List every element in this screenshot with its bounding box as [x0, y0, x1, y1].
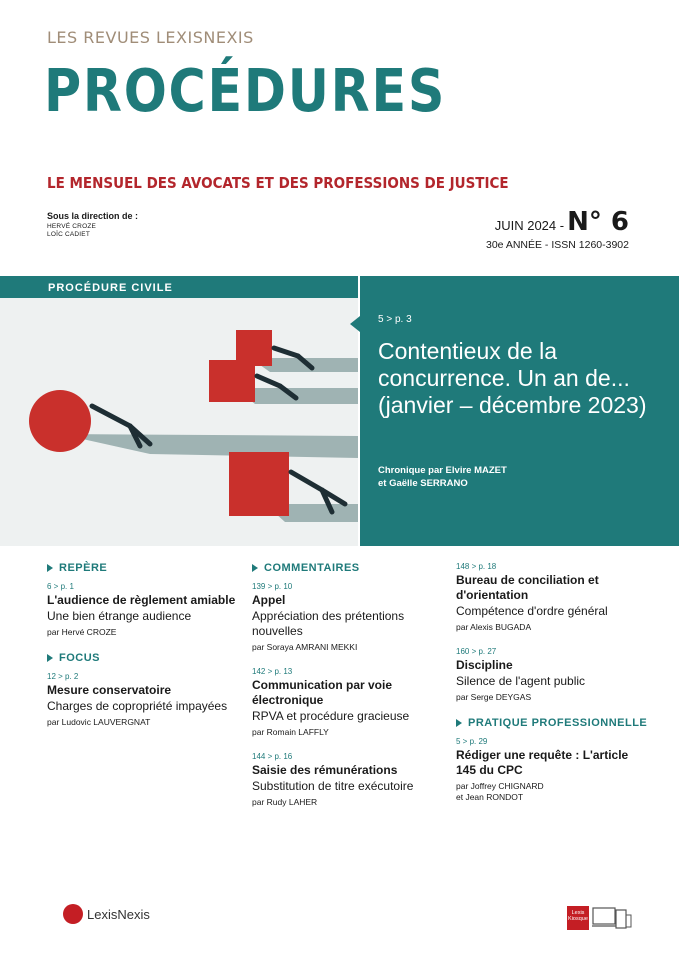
section-heading-commentaires: COMMENTAIRES [252, 562, 447, 574]
red-cube [229, 452, 289, 516]
banner-notch [350, 316, 360, 332]
entry-reference: 148 > p. 18 [456, 562, 497, 571]
director-name: HERVÉ CROZE [47, 223, 97, 230]
entry-author: par Ludovic LAUVERGNAT [47, 717, 151, 727]
journal-subtitle: LE MENSUEL DES AVOCATS ET DES PROFESSIONS DE JUSTICE [47, 174, 509, 192]
triangle-icon [47, 654, 53, 662]
entry-subtitle: Une bien étrange audience [47, 609, 192, 623]
issue-date: JUIN 2024 - [494, 218, 565, 233]
entry-title: Saisie des rémunérations [252, 763, 398, 777]
feature-author [378, 464, 507, 490]
column-left [47, 562, 242, 742]
entry-reference: 12 > p. 2 [47, 672, 79, 681]
issue-info [486, 207, 629, 251]
toc-entry [456, 562, 651, 633]
toc-entry [456, 737, 651, 803]
lexisnexis-logo [63, 904, 150, 924]
triangle-icon [47, 564, 53, 572]
devices-icon [592, 906, 632, 930]
entry-title: Bureau de conciliation et d'orientation [456, 573, 599, 602]
year-issn: 30e ANNÉE - ISSN 1260-3902 [485, 239, 629, 251]
entry-title: Communication par voie électronique [252, 678, 393, 707]
entry-title: L'audience de règlement amiable [47, 593, 236, 607]
banner-illustration [0, 276, 358, 546]
entry-reference: 6 > p. 1 [47, 582, 74, 591]
entry-subtitle: Appréciation des prétentions nouvelles [252, 609, 405, 638]
entry-subtitle: Silence de l'agent public [456, 674, 586, 688]
director-name: LOÏC CADIET [47, 231, 91, 238]
entry-subtitle: RPVA et procédure gracieuse [252, 709, 410, 723]
entry-reference: 139 > p. 10 [252, 582, 293, 591]
series-name: LES REVUES LEXISNEXIS [47, 28, 254, 47]
entry-subtitle: Compétence d'ordre général [456, 604, 608, 618]
toc-entry [252, 752, 447, 808]
logo-text: LexisNexis [87, 906, 150, 922]
entry-reference: 5 > p. 29 [456, 737, 488, 746]
section-heading-repere: REPÈRE [47, 562, 242, 574]
article-reference: 5 > p. 3 [378, 314, 412, 325]
category-tag: PROCÉDURE CIVILE [0, 276, 358, 298]
illustration-svg [0, 276, 358, 546]
red-sphere [29, 390, 91, 452]
entry-subtitle: Substitution de titre exécutoire [252, 779, 414, 793]
toc-entry [47, 582, 242, 638]
entry-author: par Rudy LAHER [252, 797, 318, 807]
column-right [456, 562, 651, 817]
toc-entry [456, 647, 651, 703]
entry-title: Mesure conservatoire [47, 683, 172, 697]
logo-icon [63, 904, 83, 924]
toc-entry [47, 672, 242, 728]
entry-author: par Hervé CROZE [47, 627, 117, 637]
author-line: Chronique par Elvire MAZET [378, 465, 507, 476]
triangle-icon [456, 719, 462, 727]
entry-author: par Alexis BUGADA [456, 622, 532, 632]
entry-author: et Jean RONDOT [456, 792, 524, 802]
entry-title: Discipline [456, 658, 513, 672]
editorial-direction [47, 211, 138, 239]
feature-article [360, 276, 679, 546]
kiosque-badge: Lexis Kiosque [567, 906, 589, 930]
triangle-icon [252, 564, 258, 572]
section-heading-focus: FOCUS [47, 652, 242, 664]
entry-author: par Romain LAFFLY [252, 727, 329, 737]
column-middle [252, 562, 447, 822]
author-line: et Gaëlle SERRANO [378, 478, 468, 489]
entry-author: par Soraya AMRANI MEKKI [252, 642, 358, 652]
toc-entry [252, 667, 447, 738]
direction-label: Sous la direction de : [47, 211, 139, 221]
entry-reference: 142 > p. 13 [252, 667, 293, 676]
entry-title: Rédiger une requête : L'article 145 du CPC [456, 748, 629, 777]
entry-subtitle: Charges de copropriété impayées [47, 699, 228, 713]
entry-reference: 144 > p. 16 [252, 752, 293, 761]
red-cube [209, 360, 255, 402]
journal-title: PROCÉDURES [44, 56, 447, 125]
issue-number: N° 6 [567, 207, 629, 237]
toc-entry [252, 582, 447, 653]
entry-author: par Serge DEYGAS [456, 692, 532, 702]
feature-banner [0, 276, 679, 546]
entry-title: Appel [252, 593, 286, 607]
feature-title: Contentieux de la concurrence. Un an de... (janvier – décembre 2023) [378, 338, 647, 418]
entry-reference: 160 > p. 27 [456, 647, 497, 656]
section-heading-pratique: PRATIQUE PROFESSIONNELLE [456, 717, 651, 729]
entry-author: par Joffrey CHIGNARD [456, 781, 544, 791]
